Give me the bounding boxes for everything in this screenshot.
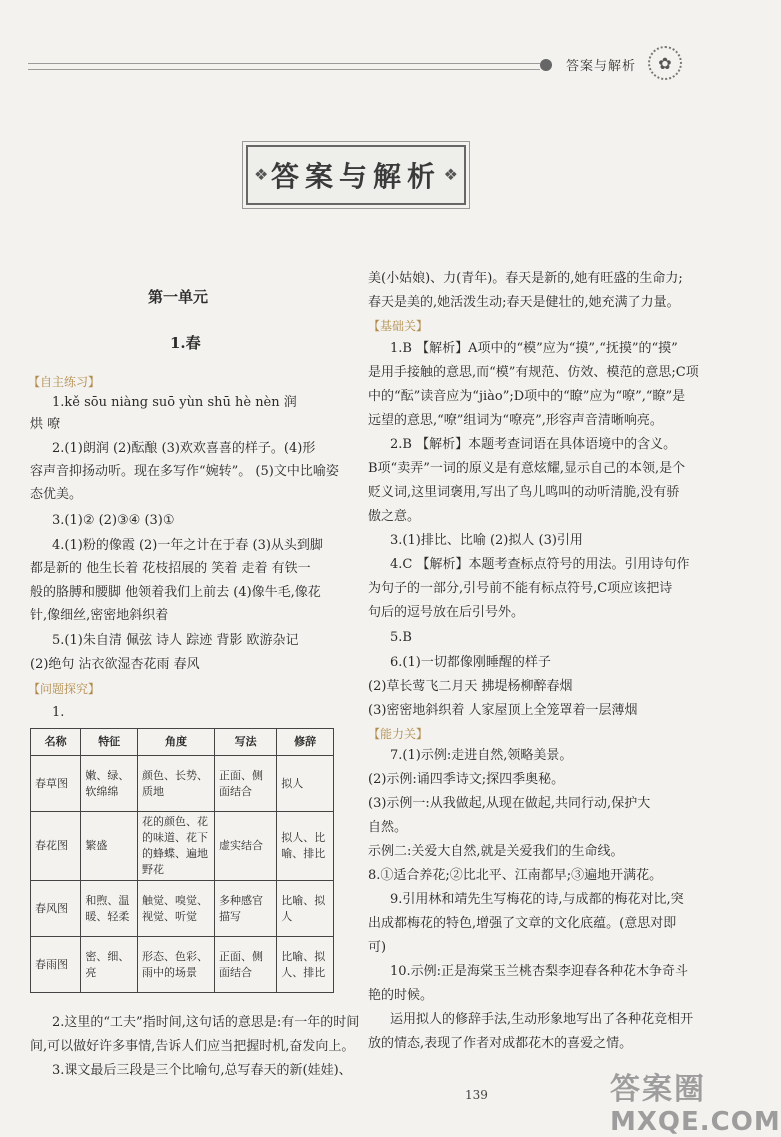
answer-line: 都是新的 他生长着 花枝招展的 笑着 走着 有铁一	[30, 561, 311, 576]
answer-line: (3)示例一:从我做起,从现在做起,共同行动,保护大	[368, 796, 651, 811]
answer-line: 运用拟人的修辞手法,生动形象地写出了各种花竞相开	[390, 1012, 694, 1027]
table-cell: 形态、色彩、雨中的场景	[138, 937, 215, 993]
table-cell: 颜色、长势、质地	[138, 756, 215, 812]
table-cell: 春草图	[31, 756, 81, 812]
answer-line: 远望的意思,“嘹”组词为“嘹亮”,形容声音清晰响亮。	[368, 413, 663, 428]
answer-line: 7.(1)示例:走进自然,领略美景。	[390, 748, 573, 763]
table-cell: 春风图	[31, 881, 81, 937]
answer-line: 5.(1)朱自清 佩弦 诗人 踪迹 背影 欧游杂记	[52, 633, 299, 648]
table-cell: 嫩、绿、软绵绵	[81, 756, 138, 812]
analysis-table	[30, 728, 334, 993]
answer-line: 般的胳膊和腰脚 他领着我们上前去 (4)像牛毛,像花	[30, 585, 321, 600]
page-title: 答案与解析	[270, 160, 441, 193]
watermark-logo	[610, 1072, 781, 1137]
answer-line: 是用手接触的意思,而“模”有规范、仿效、模范的意思;C项	[368, 365, 699, 380]
answer-line: 2.B 【解析】本题考查词语在具体语境中的含义。	[390, 437, 677, 452]
answer-line: 3.(1)② (2)③④ (3)①	[52, 513, 175, 528]
answer-line: 10.示例:正是海棠玉兰桃杏梨李迎春各种花木争奇斗	[390, 964, 689, 979]
answer-line: 2.(1)朗润 (2)酝酿 (3)欢欢喜喜的样子。(4)形	[52, 441, 316, 456]
answer-line: (2)绝句 沾衣欲湿杏花雨 春风	[30, 657, 200, 672]
unit-title: 第一单元	[148, 288, 209, 306]
answer-line: 为句子的一部分,引号前不能有标点符号,C项应该把诗	[368, 581, 673, 596]
answer-line: 5.B	[390, 630, 412, 645]
answer-line: 出成都梅花的特色,增强了文章的文化底蕴。(意思对即	[368, 916, 677, 931]
table-header-row	[31, 729, 334, 756]
table-cell: 正面、侧面结合	[215, 937, 277, 993]
answer-line: (2)草长莺飞二月天 拂堤杨柳醉春烟	[368, 679, 573, 694]
answer-line: (3)密密地斜织着 人家屋顶上全笼罩着一层薄烟	[368, 703, 638, 718]
answer-line: 1.kě sōu niàng suō yùn shū hè nèn 润	[52, 395, 297, 410]
answer-line: 3.课文最后三段是三个比喻句,总写春天的新(娃娃)、	[52, 1063, 352, 1078]
answer-line: 春天是美的,她活泼生动;春天是健壮的,她充满了力量。	[368, 295, 680, 310]
table-row	[31, 881, 334, 937]
table-header-cell: 角度	[138, 729, 215, 756]
answer-line: 句后的逗号放在后引号外。	[368, 605, 525, 620]
answer-line: 6.(1)一切都像刚睡醒的样子	[390, 655, 551, 670]
section-ability: 【能力关】	[368, 727, 429, 741]
answer-line: 贬义词,这里词褒用,写出了鸟儿鸣叫的动听清脆,没有骄	[368, 485, 680, 500]
table-cell: 拟人、比喻、排比	[277, 812, 334, 881]
globe-emblem-icon: ✿	[648, 46, 682, 80]
answer-line: 8.①适合养花;②比北平、江南都早;③遍地开满花。	[368, 868, 663, 883]
table-cell: 正面、侧面结合	[215, 756, 277, 812]
answer-line: 艳的时候。	[368, 988, 434, 1003]
section-self-practice: 【自主练习】	[28, 375, 101, 389]
answer-line: B项“卖弄”一词的原义是有意炫耀,显示自己的本领,是个	[368, 461, 686, 476]
answer-line: 3.(1)排比、比喻 (2)拟人 (3)引用	[390, 533, 583, 548]
table-cell: 密、细、亮	[81, 937, 138, 993]
table-cell: 触觉、嗅觉、视觉、听觉	[138, 881, 215, 937]
answer-line: 中的“酝”读音应为“jiào”;D项中的“瞭”应为“嘹”,“瞭”是	[368, 389, 686, 404]
table-cell: 繁盛	[81, 812, 138, 881]
watermark-line1: 答案圈	[610, 1072, 706, 1107]
answer-line: 1.	[52, 705, 65, 720]
header-rule	[28, 63, 540, 70]
title-frame	[246, 145, 466, 205]
table-header-cell: 修辞	[277, 729, 334, 756]
ornament-right-icon: ❖	[443, 165, 458, 184]
table-cell: 比喻、拟人、排比	[277, 937, 334, 993]
table-header-cell: 写法	[215, 729, 277, 756]
table-cell: 虚实结合	[215, 812, 277, 881]
answer-line: 1.B 【解析】A项中的“模”应为“摸”,“抚摸”的“摸”	[390, 341, 678, 356]
answer-line: (2)示例:诵四季诗文;探四季奥秘。	[368, 772, 565, 787]
section-problem-explore: 【问题探究】	[28, 682, 101, 696]
answer-line: 态优美。	[30, 487, 83, 502]
table-cell: 拟人	[277, 756, 334, 812]
watermark-line2: MXQE.COM	[610, 1107, 781, 1137]
table-header-cell: 特征	[81, 729, 138, 756]
answer-line: 2.这里的“工夫”指时间,这句话的意思是:有一年的时间	[52, 1015, 360, 1030]
answer-line: 烘 嘹	[30, 417, 61, 432]
answer-line: 自然。	[368, 820, 408, 835]
table-row	[31, 937, 334, 993]
answer-line: 间,可以做好许多事情,告诉人们应当把握时机,奋发向上。	[30, 1039, 355, 1054]
answer-line: 放的情态,表现了作者对成都花木的喜爱之情。	[368, 1036, 633, 1051]
answer-line: 4.(1)粉的像霞 (2)一年之计在于春 (3)从头到脚	[52, 538, 323, 553]
header-text: 答案与解析	[566, 59, 637, 74]
answer-line: 9.引用林和靖先生写梅花的诗,与成都的梅花对比,突	[390, 892, 684, 907]
table-cell: 多种感官描写	[215, 881, 277, 937]
answer-line: 美(小姑娘)、力(青年)。春天是新的,她有旺盛的生命力;	[368, 271, 683, 286]
section-basic: 【基础关】	[368, 319, 429, 333]
table-header-cell: 名称	[31, 729, 81, 756]
table-cell: 比喻、拟人	[277, 881, 334, 937]
answer-line: 可)	[368, 940, 387, 955]
table-cell: 和煦、温暖、轻柔	[81, 881, 138, 937]
table-row	[31, 812, 334, 881]
header-dot	[540, 59, 552, 71]
answer-line: 示例二:关爱大自然,就是关爱我们的生命线。	[368, 844, 624, 859]
ornament-left-icon: ❖	[254, 165, 269, 184]
answer-line: 4.C 【解析】本题考查标点符号的用法。引用诗句作	[390, 557, 690, 572]
table-cell: 春花图	[31, 812, 81, 881]
answer-line: 傲之意。	[368, 509, 421, 524]
table-row	[31, 756, 334, 812]
lesson-title: 1.春	[170, 334, 201, 352]
table-cell: 春雨图	[31, 937, 81, 993]
page-number: 139	[465, 1088, 488, 1102]
table-cell: 花的颜色、花的味道、花下的蜂蝶、遍地野花	[138, 812, 215, 881]
answer-line: 针,像细丝,密密地斜织着	[30, 608, 169, 623]
answer-line: 容声音抑扬动听。现在多写作“婉转”。 (5)文中比喻姿	[30, 464, 339, 479]
